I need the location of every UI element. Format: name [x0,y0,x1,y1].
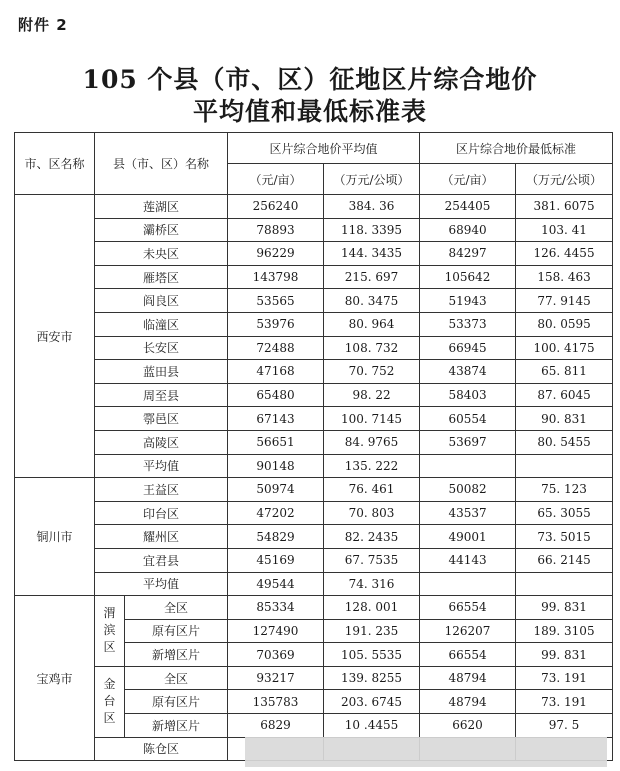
min-wan-ha-cell: 87. 6045 [516,383,613,407]
min-yuan-mu-cell: 60554 [420,407,516,431]
sub-area-cell: 原有区片 [125,690,228,714]
avg-yuan-mu-cell: 56651 [228,430,324,454]
district-name-char: 区 [103,711,116,726]
city-name-cell: 宝鸡市 [15,596,95,761]
min-yuan-mu-cell: 66554 [420,643,516,667]
min-wan-ha-cell [516,572,613,596]
min-yuan-mu-cell: 68940 [420,218,516,242]
avg-yuan-mu-cell: 65480 [228,383,324,407]
avg-yuan-mu-cell: 6829 [228,714,324,738]
table-row [15,525,613,549]
table-row [15,336,613,360]
avg-yuan-mu-cell: 47168 [228,360,324,384]
min-wan-ha-cell: 100. 4175 [516,336,613,360]
table-row [15,242,613,266]
district-name-char: 台 [103,694,116,709]
min-yuan-mu-cell: 50082 [420,478,516,502]
min-yuan-mu-cell [420,572,516,596]
min-yuan-mu-cell [420,454,516,478]
table-row [15,312,613,336]
min-yuan-mu-cell: 49001 [420,525,516,549]
avg-yuan-mu-cell: 72488 [228,336,324,360]
sub-area-cell: 全区 [125,596,228,620]
avg-wan-ha-cell: 70. 752 [324,360,420,384]
land-price-table [14,132,613,761]
min-wan-ha-cell: 65. 3055 [516,501,613,525]
avg-yuan-mu-cell: 143798 [228,265,324,289]
table-row [15,218,613,242]
avg-wan-ha-cell: 203. 6745 [324,690,420,714]
district-name-char: 区 [103,640,116,655]
min-yuan-mu-cell: 51943 [420,289,516,313]
avg-yuan-mu-cell: 78893 [228,218,324,242]
avg-yuan-mu-cell: 256240 [228,195,324,219]
table-row [15,596,613,620]
min-wan-ha-cell: 80. 5455 [516,430,613,454]
table-row [15,407,613,431]
avg-wan-ha-cell: 82. 2435 [324,525,420,549]
min-wan-ha-cell: 80. 0595 [516,312,613,336]
table-row [15,572,613,596]
district-name-cell [95,666,125,737]
min-yuan-mu-cell: 58403 [420,383,516,407]
table-row [15,666,613,690]
table-row [15,478,613,502]
city-name-cell: 铜川市 [15,478,95,596]
county-name-cell: 雁塔区 [95,265,228,289]
avg-yuan-mu-cell: 135783 [228,690,324,714]
document-title: 105 个县（市、区）征地区片综合地价 [82,65,538,94]
min-yuan-mu-cell: 48794 [420,690,516,714]
min-wan-ha-cell: 73. 5015 [516,525,613,549]
table-row [15,360,613,384]
avg-wan-ha-cell: 139. 8255 [324,666,420,690]
avg-wan-ha-cell: 70. 803 [324,501,420,525]
avg-wan-ha-cell: 84. 9765 [324,430,420,454]
avg-yuan-mu-cell: 45169 [228,548,324,572]
table-row [15,265,613,289]
table-row [15,454,613,478]
avg-wan-ha-cell: 108. 732 [324,336,420,360]
sub-area-cell: 新增区片 [125,643,228,667]
county-name-cell: 莲湖区 [95,195,228,219]
county-name-cell: 阎良区 [95,289,228,313]
sub-area-cell: 新增区片 [125,714,228,738]
county-name-cell: 高陵区 [95,430,228,454]
header-unit-avg-ha: （万元/公顷） [324,164,420,195]
min-wan-ha-cell: 75. 123 [516,478,613,502]
min-wan-ha-cell: 90. 831 [516,407,613,431]
header-unit-min-ha: （万元/公顷） [516,164,613,195]
table-row [15,430,613,454]
min-wan-ha-cell: 97. 5 [516,714,613,738]
avg-yuan-mu-cell: 127490 [228,619,324,643]
document-subtitle: 平均值和最低标准表 [192,97,427,126]
avg-wan-ha-cell: 118. 3395 [324,218,420,242]
min-wan-ha-cell: 99. 831 [516,643,613,667]
county-name-cell: 周至县 [95,383,228,407]
district-name-char: 渭 [103,606,116,621]
min-yuan-mu-cell: 53697 [420,430,516,454]
min-yuan-mu-cell: 48794 [420,666,516,690]
avg-wan-ha-cell: 135. 222 [324,454,420,478]
city-name-cell: 西安市 [15,195,95,478]
header-row-1 [15,133,613,164]
min-yuan-mu-cell: 126207 [420,619,516,643]
min-yuan-mu-cell: 43537 [420,501,516,525]
district-name-char: 金 [103,677,116,692]
avg-wan-ha-cell: 144. 3435 [324,242,420,266]
avg-yuan-mu-cell: 70369 [228,643,324,667]
min-wan-ha-cell: 126. 4455 [516,242,613,266]
header-unit-avg-mu: （元/亩） [228,164,324,195]
avg-yuan-mu-cell: 49544 [228,572,324,596]
avg-wan-ha-cell: 215. 697 [324,265,420,289]
min-yuan-mu-cell: 84297 [420,242,516,266]
county-name-cell: 陈仓区 [95,737,228,761]
attachment-label: 附件 2 [18,16,68,34]
avg-wan-ha-cell: 80. 3475 [324,289,420,313]
district-name-char: 滨 [103,623,116,638]
min-wan-ha-cell: 77. 9145 [516,289,613,313]
min-wan-ha-cell: 73. 191 [516,666,613,690]
table-row [15,501,613,525]
min-yuan-mu-cell: 66945 [420,336,516,360]
avg-wan-ha-cell: 128. 001 [324,596,420,620]
county-name-cell: 鄠邑区 [95,407,228,431]
header-avg-group: 区片综合地价平均值 [228,133,420,164]
table-row [15,548,613,572]
min-wan-ha-cell: 158. 463 [516,265,613,289]
min-wan-ha-cell: 66. 2145 [516,548,613,572]
county-name-cell: 长安区 [95,336,228,360]
min-wan-ha-cell [516,454,613,478]
avg-wan-ha-cell: 191. 235 [324,619,420,643]
avg-yuan-mu-cell: 85334 [228,596,324,620]
avg-yuan-mu-cell: 93217 [228,666,324,690]
county-name-cell: 王益区 [95,478,228,502]
county-name-cell: 耀州区 [95,525,228,549]
avg-yuan-mu-cell: 54829 [228,525,324,549]
district-name-cell [95,596,125,667]
avg-yuan-mu-cell: 96229 [228,242,324,266]
county-name-cell: 宜君县 [95,548,228,572]
avg-wan-ha-cell: 98. 22 [324,383,420,407]
min-wan-ha-cell: 65. 811 [516,360,613,384]
table-row [15,195,613,219]
min-yuan-mu-cell: 254405 [420,195,516,219]
avg-wan-ha-cell: 10 .4455 [324,714,420,738]
header-min-group: 区片综合地价最低标准 [420,133,613,164]
county-name-cell: 平均值 [95,572,228,596]
avg-wan-ha-cell: 105. 5535 [324,643,420,667]
min-wan-ha-cell: 73. 191 [516,690,613,714]
avg-yuan-mu-cell: 67143 [228,407,324,431]
county-name-cell: 蓝田县 [95,360,228,384]
header-unit-min-mu: （元/亩） [420,164,516,195]
avg-wan-ha-cell: 100. 7145 [324,407,420,431]
avg-yuan-mu-cell: 53976 [228,312,324,336]
avg-wan-ha-cell: 384. 36 [324,195,420,219]
min-yuan-mu-cell: 66554 [420,596,516,620]
min-wan-ha-cell: 99. 831 [516,596,613,620]
min-yuan-mu-cell: 6620 [420,714,516,738]
sub-area-cell: 全区 [125,666,228,690]
county-name-cell: 印台区 [95,501,228,525]
header-city: 市、区名称 [15,133,95,195]
avg-wan-ha-cell: 76. 461 [324,478,420,502]
overlay-bar [245,737,607,767]
county-name-cell: 平均值 [95,454,228,478]
min-wan-ha-cell: 381. 6075 [516,195,613,219]
header-county: 县（市、区）名称 [95,133,228,195]
table-row [15,383,613,407]
county-name-cell: 临潼区 [95,312,228,336]
min-wan-ha-cell: 103. 41 [516,218,613,242]
table-row [15,289,613,313]
min-yuan-mu-cell: 43874 [420,360,516,384]
avg-wan-ha-cell: 74. 316 [324,572,420,596]
min-yuan-mu-cell: 44143 [420,548,516,572]
min-yuan-mu-cell: 53373 [420,312,516,336]
county-name-cell: 灞桥区 [95,218,228,242]
avg-yuan-mu-cell: 47202 [228,501,324,525]
avg-wan-ha-cell: 80. 964 [324,312,420,336]
sub-area-cell: 原有区片 [125,619,228,643]
avg-yuan-mu-cell: 50974 [228,478,324,502]
avg-yuan-mu-cell: 90148 [228,454,324,478]
avg-yuan-mu-cell: 53565 [228,289,324,313]
avg-wan-ha-cell: 67. 7535 [324,548,420,572]
county-name-cell: 未央区 [95,242,228,266]
min-wan-ha-cell: 189. 3105 [516,619,613,643]
min-yuan-mu-cell: 105642 [420,265,516,289]
